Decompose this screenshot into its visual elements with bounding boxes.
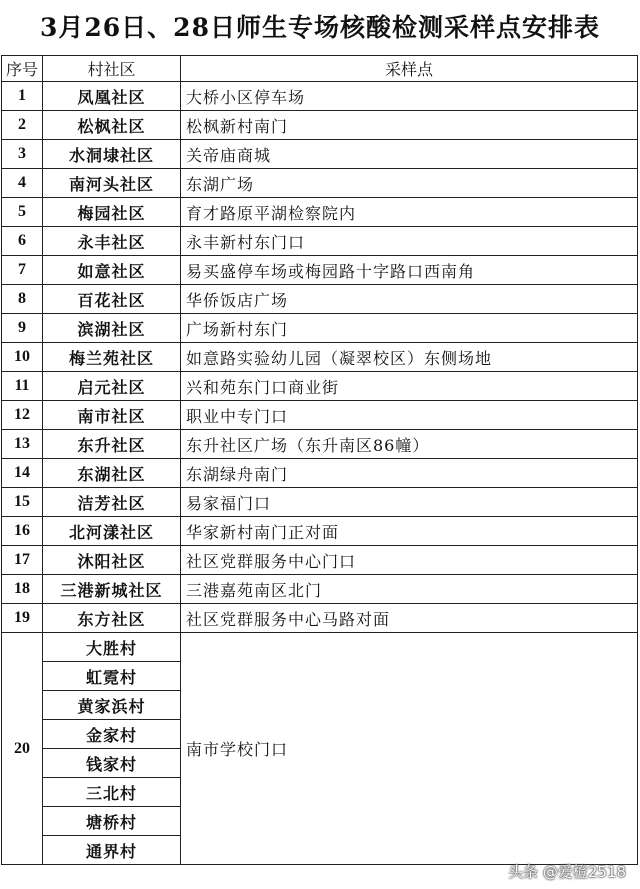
table-row	[2, 633, 638, 662]
sampling-site: 如意路实验幼儿园（凝翠校区）东侧场地	[181, 343, 638, 372]
header-no: 序号	[2, 56, 43, 82]
community-name: 沐阳社区	[43, 546, 181, 575]
row-number: 7	[2, 256, 43, 285]
table-row	[2, 82, 638, 111]
sampling-site: 兴和苑东门口商业街	[181, 372, 638, 401]
community-name: 松枫社区	[43, 111, 181, 140]
table-row	[2, 430, 638, 459]
village-name: 金家村	[43, 720, 181, 749]
sampling-site: 广场新村东门	[181, 314, 638, 343]
village-name: 钱家村	[43, 749, 181, 778]
community-name: 百花社区	[43, 285, 181, 314]
sampling-site: 永丰新村东门口	[181, 227, 638, 256]
table-row	[2, 111, 638, 140]
row-number: 6	[2, 227, 43, 256]
community-name: 滨湖社区	[43, 314, 181, 343]
community-name: 梅园社区	[43, 198, 181, 227]
table-row	[2, 372, 638, 401]
community-name: 南市社区	[43, 401, 181, 430]
sampling-site: 三港嘉苑南区北门	[181, 575, 638, 604]
row-number: 8	[2, 285, 43, 314]
table-row	[2, 227, 638, 256]
sampling-site: 大桥小区停车场	[181, 82, 638, 111]
community-name: 东方社区	[43, 604, 181, 633]
row-number: 2	[2, 111, 43, 140]
watermark: 头条 @爱橙2518	[508, 863, 626, 881]
sampling-site: 易家福门口	[181, 488, 638, 517]
village-name: 黄家浜村	[43, 691, 181, 720]
community-name: 启元社区	[43, 372, 181, 401]
sampling-site: 关帝庙商城	[181, 140, 638, 169]
table-row	[2, 343, 638, 372]
table-header-row	[2, 56, 638, 82]
sampling-site: 松枫新村南门	[181, 111, 638, 140]
table-row	[2, 517, 638, 546]
community-name: 水洞埭社区	[43, 140, 181, 169]
village-name: 通界村	[43, 836, 181, 865]
row-number: 13	[2, 430, 43, 459]
community-name: 永丰社区	[43, 227, 181, 256]
page-title: 3月26日、28日师生专场核酸检测采样点安排表	[40, 13, 600, 42]
community-name: 北河漾社区	[43, 517, 181, 546]
row-number: 3	[2, 140, 43, 169]
row-number: 12	[2, 401, 43, 430]
community-name: 三港新城社区	[43, 575, 181, 604]
sampling-site: 社区党群服务中心门口	[181, 546, 638, 575]
village-name: 三北村	[43, 778, 181, 807]
table-row	[2, 285, 638, 314]
table-row	[2, 604, 638, 633]
row-number: 18	[2, 575, 43, 604]
row-number: 1	[2, 82, 43, 111]
row-number: 15	[2, 488, 43, 517]
sampling-site: 社区党群服务中心马路对面	[181, 604, 638, 633]
table-row	[2, 488, 638, 517]
village-name: 大胜村	[43, 633, 181, 662]
community-name: 东升社区	[43, 430, 181, 459]
table-body	[2, 82, 638, 865]
sampling-site: 职业中专门口	[181, 401, 638, 430]
sampling-site: 育才路原平湖检察院内	[181, 198, 638, 227]
row-number: 10	[2, 343, 43, 372]
sampling-site: 南市学校门口	[181, 633, 638, 865]
sampling-site: 华侨饭店广场	[181, 285, 638, 314]
community-name: 南河头社区	[43, 169, 181, 198]
row-number: 5	[2, 198, 43, 227]
sampling-site: 易买盛停车场或梅园路十字路口西南角	[181, 256, 638, 285]
row-number: 14	[2, 459, 43, 488]
sampling-site: 东升社区广场（东升南区86幢）	[181, 430, 638, 459]
row-number: 20	[2, 633, 43, 865]
schedule-table	[1, 55, 638, 865]
village-name: 虹霓村	[43, 662, 181, 691]
table-row	[2, 546, 638, 575]
sampling-site: 东湖广场	[181, 169, 638, 198]
community-name: 梅兰苑社区	[43, 343, 181, 372]
table-row	[2, 198, 638, 227]
village-name: 塘桥村	[43, 807, 181, 836]
row-number: 9	[2, 314, 43, 343]
table-row	[2, 401, 638, 430]
row-number: 4	[2, 169, 43, 198]
table-row	[2, 314, 638, 343]
table-row	[2, 256, 638, 285]
row-number: 17	[2, 546, 43, 575]
community-name: 洁芳社区	[43, 488, 181, 517]
table-row	[2, 169, 638, 198]
row-number: 16	[2, 517, 43, 546]
table-row	[2, 459, 638, 488]
community-name: 如意社区	[43, 256, 181, 285]
row-number: 11	[2, 372, 43, 401]
header-site: 采样点	[181, 56, 638, 82]
table-row	[2, 140, 638, 169]
sampling-site: 华家新村南门正对面	[181, 517, 638, 546]
community-name: 东湖社区	[43, 459, 181, 488]
header-community: 村社区	[43, 56, 181, 82]
sampling-site: 东湖绿舟南门	[181, 459, 638, 488]
row-number: 19	[2, 604, 43, 633]
table-row	[2, 575, 638, 604]
community-name: 凤凰社区	[43, 82, 181, 111]
